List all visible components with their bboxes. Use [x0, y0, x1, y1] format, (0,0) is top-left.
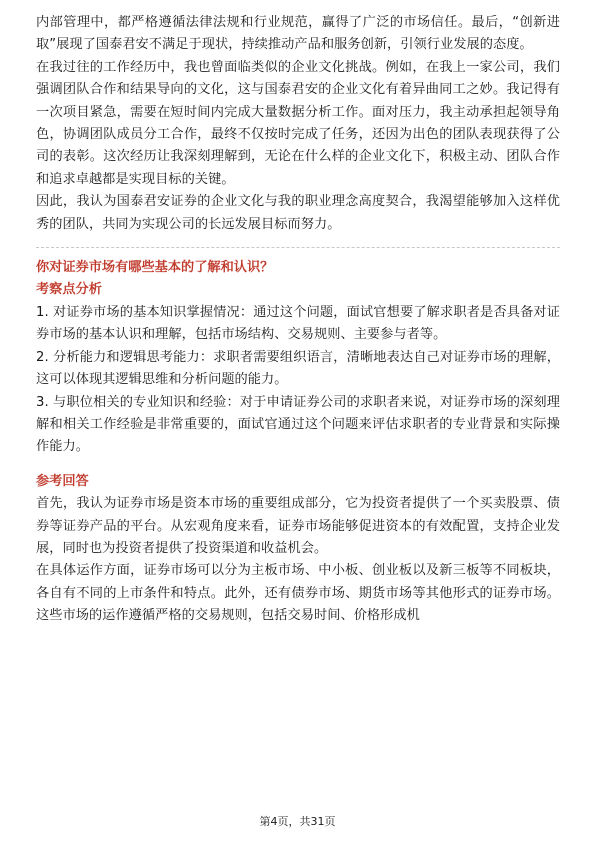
- answer-paragraph-2: 在具体运作方面，证券市场可以分为主板市场、中小板、创业板以及新三板等不同板块，各自有不同的上市条件和特点。此外，还有债券市场、期货市场等其他形式的证券市场。这些市场的运作遵循严格的交易规则，包括交易时间、价格形成机: [36, 563, 560, 624]
- intro-paragraph-1: 内部管理中，都严格遵循法律法规和行业规范，赢得了广泛的市场信任。最后，“创新进取”展现了国泰君安不满足于现状，持续推动产品和服务创新，引领行业发展的态度。: [36, 15, 560, 53]
- intro-paragraph-2: 在我过往的工作经历中，我也曾面临类似的企业文化挑战。例如，在我上一家公司，我们强调团队合作和结果导向的文化，这与国泰君安的企业文化有着异曲同工之妙。我记得有一次项目紧急，需要在短时间内完成大量数据分析工作。面对压力，我主动承担起领导角色，协调团队成员分工合作，最终不仅按时完成了任务，还因为出色的团队表现获得了公司的表彰。这次经历让我深刻理解到，无论在什么样的企业文化下，积极主动、团队合作和追求卓越都是实现目标的关键。: [36, 59, 560, 187]
- answer-paragraph-1: 首先，我认为证券市场是资本市场的重要组成部分，它为投资者提供了一个买卖股票、债券等证券产品的平台。从宏观角度来看，证券市场能够促进资本的有效配置，支持企业发展，同时也为投资者提供了投资渠道和收益机会。: [36, 496, 560, 556]
- analysis-title: 考察点分析: [36, 282, 102, 298]
- section-divider: [36, 247, 560, 248]
- analysis-item-1: 1. 对证券市场的基本知识掌握情况：通过这个问题，面试官想要了解求职者是否具备对证券市场的基本认识和理解，包括市场结构、交易规则、主要参与者等。: [36, 304, 560, 343]
- answer-title: 参考回答: [36, 473, 89, 489]
- intro-paragraph-3: 因此，我认为国泰君安证券的企业文化与我的职业理念高度契合，我渴望能够加入这样优秀的团队，共同为实现公司的长远发展目标而努力。: [36, 194, 560, 232]
- section-spacer: [36, 459, 560, 471]
- question-heading: 你对证券市场有哪些基本的了解和认识？: [36, 260, 274, 276]
- analysis-item-3: 3. 与职位相关的专业知识和经验：对于申请证券公司的求职者来说，对证券市场的深刻理解和相关工作经验是非常重要的，面试官通过这个问题来评估求职者的专业背景和实际操作能力。: [36, 394, 560, 455]
- page-number-label: 第4页，共31页: [259, 815, 336, 828]
- document-page: [36, 12, 560, 628]
- analysis-item-2: 2. 分析能力和逻辑思考能力：求职者需要组织语言，清晰地表达自己对证券市场的理解，这可以体现其逻辑思维和分析问题的能力。: [36, 349, 560, 388]
- page-footer: [0, 815, 595, 829]
